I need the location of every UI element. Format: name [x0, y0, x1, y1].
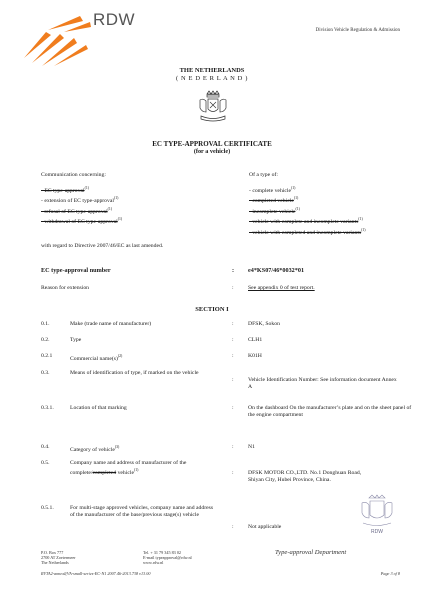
communication-item: [41, 206, 221, 216]
footer-address-line: 2700 AT Zoetermeer: [41, 555, 76, 561]
communication-item-text: - EC type-approval: [41, 187, 85, 194]
extension-label: Reason for extension: [41, 285, 90, 291]
row-colon: :: [232, 321, 234, 327]
type-of-item: [249, 185, 424, 195]
communication-item: [41, 195, 221, 205]
row-colon: :: [232, 353, 234, 359]
footer-address-line: P.O. Box 777: [41, 550, 64, 555]
row-value: N1: [248, 444, 255, 450]
division-name: Division Vehicle Regulation & Admission: [315, 28, 400, 33]
row-label: [70, 444, 222, 454]
footer-address: [41, 550, 76, 566]
row-number: 0.1.: [41, 321, 50, 327]
row-label-text: Commercial name(s): [70, 355, 118, 362]
row-number: 0.4.: [41, 444, 50, 450]
extension-colon: :: [232, 285, 234, 291]
page-number: Page 3 of 8: [380, 571, 400, 576]
footnote-ref: (1): [295, 206, 300, 211]
approval-number-colon: :: [232, 267, 235, 274]
row-label: Location of that marking: [70, 405, 127, 411]
country-name: THE NETHERLANDS: [179, 67, 245, 74]
communication-item: [41, 185, 221, 195]
row-number: 0.3.1.: [41, 405, 54, 411]
row-colon: :: [232, 470, 234, 476]
stamp-text: RDW: [371, 529, 383, 535]
row-label-struck-text: completed: [92, 469, 117, 476]
footnote-ref: (1): [113, 196, 119, 201]
footnote-ref: (1): [84, 186, 90, 190]
footnote-ref: (1): [361, 227, 366, 232]
section-title: SECTION I: [195, 306, 229, 313]
certificate-title: EC TYPE-APPROVAL CERTIFICATE: [152, 140, 272, 148]
department-name: Type-approval Department: [275, 549, 347, 556]
communication-item-text: - refusal of EC type-approval: [41, 208, 108, 215]
approval-number-value: e4*KS07/46*0032*01: [248, 267, 305, 274]
type-of-item: [249, 216, 424, 226]
communication-item-text: - extension of EC type-approval: [41, 198, 114, 205]
footnote-ref: (1): [117, 217, 123, 222]
footnote-ref: (2): [117, 354, 123, 358]
type-of-heading: Of a type of:: [249, 172, 278, 178]
type-of-list: [249, 185, 424, 237]
certificate-subtitle: (for a vehicle): [193, 148, 231, 155]
row-value: DFSK, Sokon: [248, 321, 280, 327]
type-of-item: [249, 227, 424, 237]
footer-contact-line: www.rdw.nl: [143, 560, 164, 566]
row-colon: :: [232, 337, 234, 343]
row-label: Type: [70, 337, 82, 343]
type-of-item-text: - completed vehicle: [249, 198, 294, 205]
row-label: [70, 353, 222, 363]
row-colon: :: [232, 444, 234, 450]
communication-item-text: - withdrawal of EC type-approval: [41, 219, 118, 226]
row-value: CLH1: [248, 337, 263, 343]
footnote-ref: (1): [291, 186, 296, 190]
footnote-ref: (1): [133, 468, 139, 472]
file-reference: RVTA2-annexI(VA-small-series-EC-N1 2007.46-2013.738 v13.00: [41, 571, 151, 576]
footer-address-line: The Netherlands: [41, 560, 69, 566]
footer-contact-line: Tel. + 31 79 345 83 02: [143, 550, 182, 555]
brand-name: RDW: [93, 10, 136, 29]
row-label-text: vehicle: [116, 469, 134, 476]
row-number: 0.2.: [41, 337, 50, 343]
row-number: 0.5.1.: [41, 505, 54, 511]
row-colon: :: [232, 524, 234, 530]
row-label: Make (trade name of manufacturer): [70, 321, 152, 327]
footer-contact-line: E-mail typeapproval@rdw.nl: [143, 555, 192, 561]
footnote-ref: (1): [107, 206, 113, 211]
row-label: For multi-stage approved vehicles, company name and address of the manufacturer of the base/previous stage(s) vehicle: [70, 505, 214, 518]
row-label: Means of identification of type, if marked on the vehicle: [70, 370, 199, 376]
row-value: Vehicle Identification Number: See information document Annex A: [248, 377, 397, 391]
country-subtitle: ( N E D E R L A N D ): [176, 75, 248, 82]
type-of-item-text: - incomplete vehicle: [249, 208, 296, 215]
footnote-ref: (1): [358, 217, 363, 222]
row-number: 0.5.: [41, 460, 50, 466]
row-value: DFSK MOTOR CO.,LTD. No.1 Donghuan Road, Shiyan City, Hubei Province, China.: [248, 470, 362, 484]
type-of-item: [249, 206, 424, 216]
dutch-coat-of-arms-icon: [197, 90, 229, 124]
row-number: 0.3.: [41, 370, 50, 376]
row-value: Not applicable: [248, 524, 282, 530]
communication-item: [41, 216, 221, 226]
type-of-item-text: - vehicle with completed and incomplete variants: [249, 229, 362, 236]
type-of-item-text: - vehicle with complete and incomplete variants: [249, 219, 359, 226]
approval-number-label: EC type-approval number: [41, 267, 111, 274]
communication-list: [41, 185, 221, 227]
row-colon: :: [232, 405, 234, 411]
footnote-ref: (3): [114, 445, 120, 449]
type-of-item: [249, 195, 424, 205]
type-of-item-text: - complete vehicle: [249, 187, 292, 194]
row-colon: :: [232, 377, 234, 383]
row-value: On the dashboard On the manufacturer’s plate and on the sheet panel of the engine compartment: [248, 405, 412, 419]
footer-contact: [143, 550, 192, 566]
row-label-text: Company name and address of manufacturer of the complete/: [70, 460, 187, 476]
footnote-ref: (1): [293, 196, 299, 201]
row-label-text: Category of vehicle: [70, 446, 115, 453]
directive-text: with regard to Directive 2007/46/EC as last amended.: [41, 243, 164, 249]
official-stamp-icon: [359, 493, 395, 535]
extension-value: See appendix 0 of test report.: [248, 285, 315, 291]
row-value: K01H: [248, 353, 262, 359]
communication-heading: Communication concerning:: [41, 172, 106, 178]
row-label: [70, 460, 230, 477]
row-number: 0.2.1: [41, 353, 53, 359]
